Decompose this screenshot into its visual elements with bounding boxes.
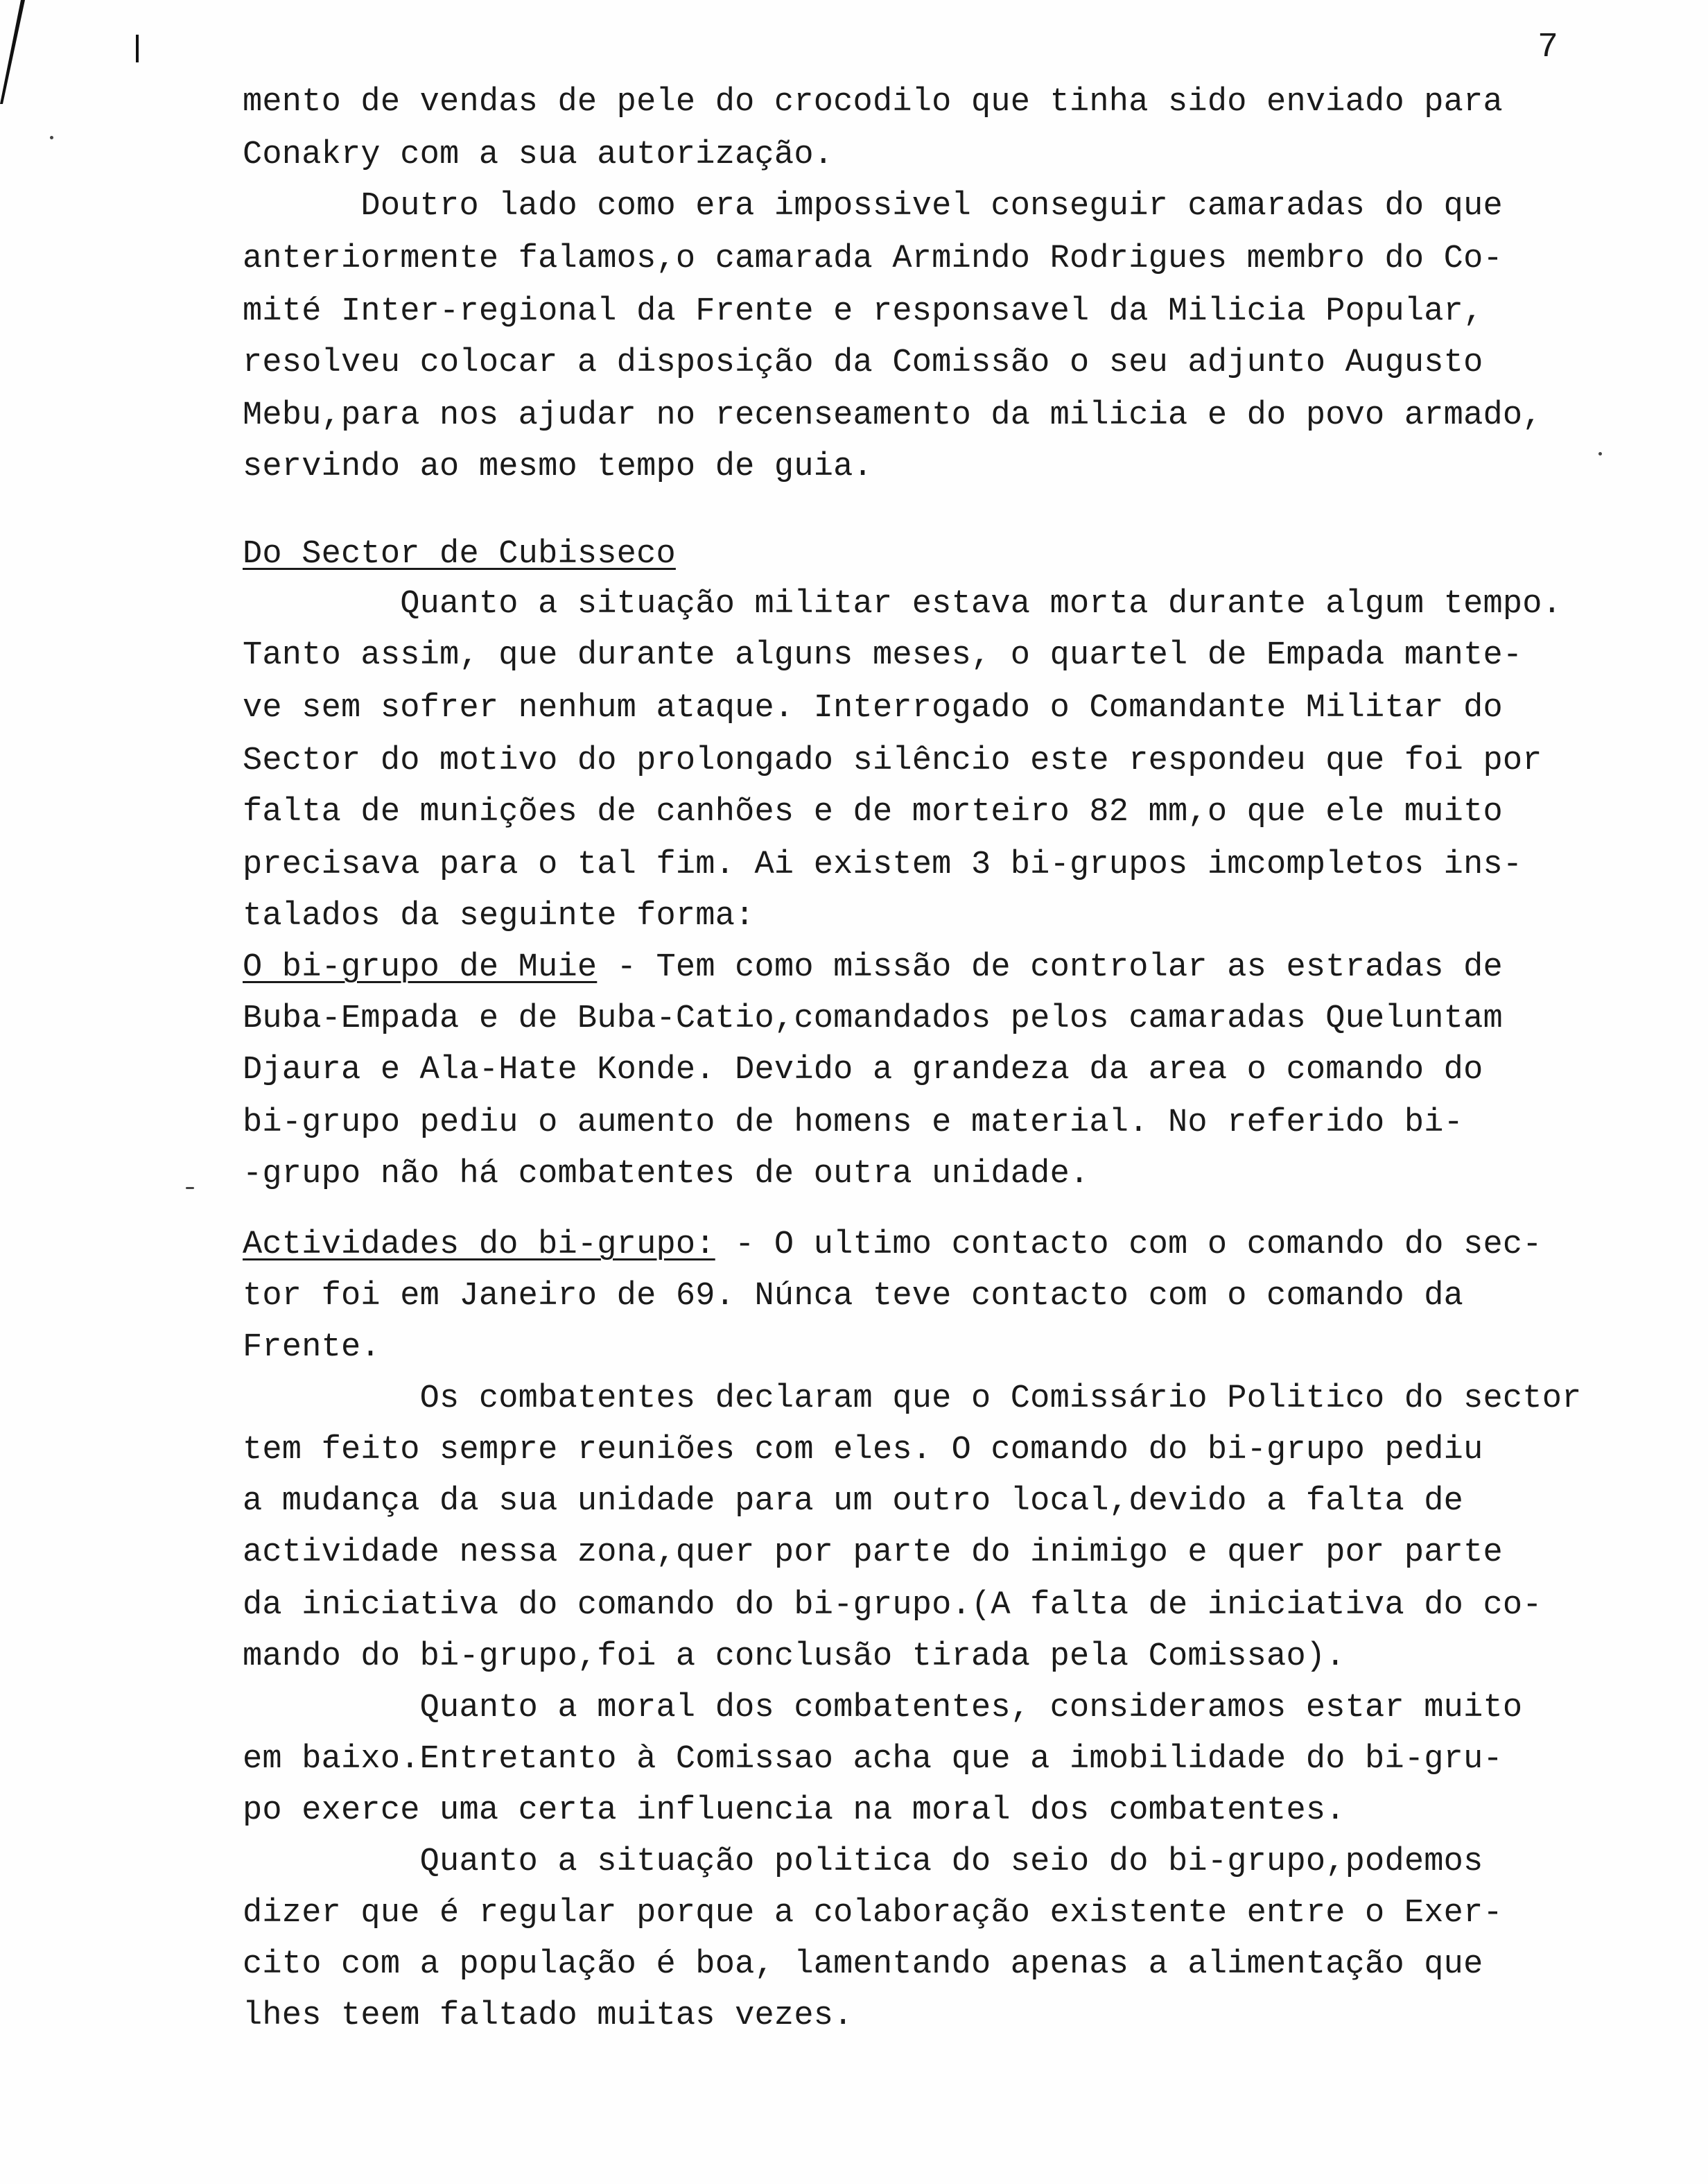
text-line: Conakry com a sua autorização.: [243, 137, 834, 173]
text-line: servindo ao mesmo tempo de guia.: [243, 449, 873, 485]
text-line: Tanto assim, que durante alguns meses, o quartel de Empada mante-: [243, 637, 1523, 674]
section-heading: Do Sector de Cubisseco: [243, 536, 676, 573]
text-line: falta de munições de canhões e de morteiro 82 mm,o que ele muito: [243, 794, 1503, 831]
scan-corner-mark: [0, 0, 28, 111]
subheading-actividades: Actividades do bi-grupo:: [243, 1227, 715, 1263]
text-line: bi-grupo pediu o aumento de homens e material. No referido bi-: [243, 1104, 1464, 1141]
text-line: Sector do motivo do prolongado silêncio este respondeu que foi por: [243, 743, 1542, 779]
text-line: resolveu colocar a disposição da Comissão o seu adjunto Augusto: [243, 345, 1483, 381]
text-line: Quanto a moral dos combatentes, consideramos estar muito: [243, 1690, 1523, 1726]
text-line: lhes teem faltado muitas vezes.: [243, 1997, 853, 2034]
text-line: Quanto a situação militar estava morta durante algum tempo.: [243, 586, 1562, 623]
text-line: tor foi em Janeiro de 69. Núnca teve contacto com o comando da: [243, 1278, 1464, 1315]
text-line-continuation: - O ultimo contacto com o comando do sec-: [715, 1227, 1542, 1263]
text-line: [243, 1224, 1542, 1266]
scan-tick-mark: [136, 35, 139, 62]
text-line: Djaura e Ala-Hate Konde. Devido a grandeza da area o comando do: [243, 1052, 1483, 1089]
text-line: mento de vendas de pele do crocodilo que tinha sido enviado para: [243, 84, 1503, 121]
text-line: em baixo.Entretanto à Comissao acha que a imobilidade do bi-gru-: [243, 1741, 1503, 1778]
scan-dot: [1598, 452, 1602, 456]
scan-dash: [186, 1187, 194, 1189]
text-line: mando do bi-grupo,foi a conclusão tirada pela Comissao).: [243, 1638, 1345, 1675]
text-line: a mudança da sua unidade para um outro local,devido a falta de: [243, 1483, 1464, 1520]
scan-dot: [50, 136, 53, 139]
text-line: da iniciativa do comando do bi-grupo.(A falta de iniciativa do co-: [243, 1587, 1542, 1624]
text-line: ve sem sofrer nenhum ataque. Interrogado o Comandante Militar do: [243, 690, 1503, 727]
text-line: Mebu,para nos ajudar no recenseamento da milicia e do povo armado,: [243, 397, 1542, 434]
text-line: [243, 947, 1503, 989]
text-line: dizer que é regular porque a colaboração existente entre o Exer-: [243, 1895, 1503, 1932]
text-line-continuation: - Tem como missão de controlar as estradas de: [597, 949, 1503, 986]
page-number: 7: [1537, 28, 1559, 67]
text-line: Doutro lado como era impossivel conseguir camaradas do que: [243, 188, 1503, 225]
text-line: Buba-Empada e de Buba-Catio,comandados pelos camaradas Queluntam: [243, 1000, 1503, 1037]
text-line: precisava para o tal fim. Ai existem 3 bi-grupos imcompletos ins-: [243, 847, 1523, 883]
text-line: -grupo não há combatentes de outra unidade.: [243, 1156, 1090, 1193]
text-line: Quanto a situação politica do seio do bi-grupo,podemos: [243, 1844, 1483, 1880]
text-line: cito com a população é boa, lamentando apenas a alimentação que: [243, 1946, 1483, 1983]
text-line: po exerce uma certa influencia na moral dos combatentes.: [243, 1792, 1345, 1829]
text-line: actividade nessa zona,quer por parte do inimigo e quer por parte: [243, 1534, 1503, 1571]
text-line: Os combatentes declaram que o Comissário Politico do sector: [243, 1380, 1582, 1417]
text-line: tem feito sempre reuniões com eles. O comando do bi-grupo pediu: [243, 1432, 1483, 1468]
text-line: anteriormente falamos,o camarada Armindo Rodrigues membro do Co-: [243, 241, 1503, 277]
text-line: mité Inter-regional da Frente e responsavel da Milicia Popular,: [243, 293, 1483, 330]
text-line: Frente.: [243, 1329, 381, 1366]
subheading-bi-grupo-muie: O bi-grupo de Muie: [243, 949, 598, 986]
text-line: talados da seguinte forma:: [243, 898, 755, 935]
